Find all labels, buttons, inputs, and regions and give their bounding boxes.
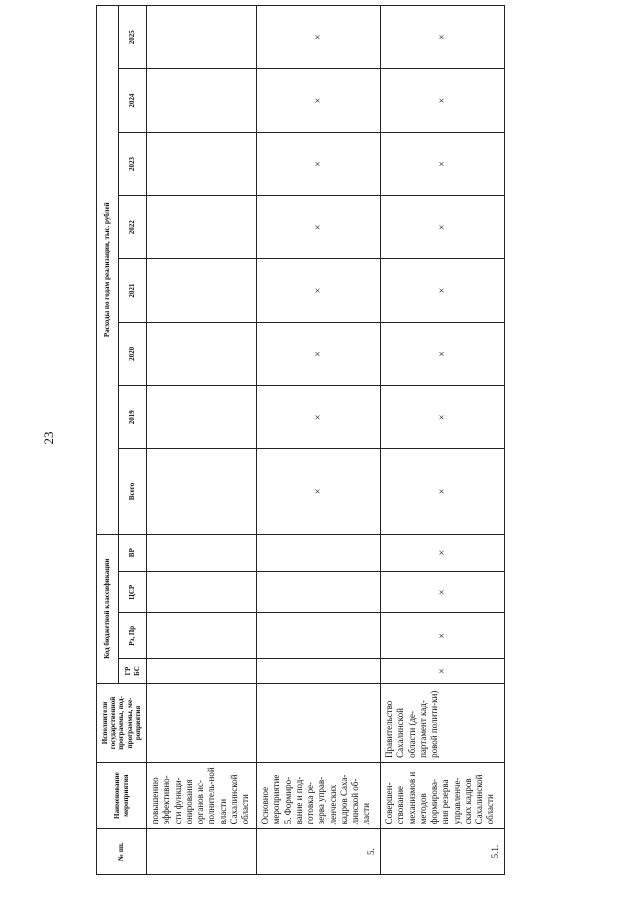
table-row xyxy=(147,6,257,875)
row-num: 5.1. xyxy=(381,829,505,875)
row-vr: × xyxy=(381,534,505,571)
row-csr xyxy=(257,571,381,613)
row-2022: × xyxy=(257,196,381,259)
header-year-2024: 2024 xyxy=(119,69,147,132)
budget-table xyxy=(96,5,505,875)
row-executor xyxy=(147,684,257,763)
header-year-2020: 2020 xyxy=(119,322,147,385)
row-num xyxy=(147,829,257,875)
row-name: повышению эффективно-сти функци-онирования органов ис-полнитель-ной власти Сахалинской области xyxy=(147,762,257,828)
rotated-table-container xyxy=(96,5,504,875)
row-grbs xyxy=(147,659,257,684)
row-2022: × xyxy=(381,196,505,259)
row-grbs xyxy=(257,659,381,684)
header-expenses: Расходы по годам реализации, тыс. рублей xyxy=(97,6,119,535)
row-csr: × xyxy=(381,571,505,613)
header-total: Всего xyxy=(119,449,147,534)
header-num: № пп. xyxy=(97,829,147,875)
row-2022 xyxy=(147,196,257,259)
page-number: 23 xyxy=(41,431,56,445)
row-2023: × xyxy=(257,132,381,195)
row-vr xyxy=(257,534,381,571)
header-year-2021: 2021 xyxy=(119,259,147,322)
header-csr: ЦСР xyxy=(119,571,147,613)
row-2021: × xyxy=(381,259,505,322)
row-2020: × xyxy=(381,322,505,385)
header-year-2023: 2023 xyxy=(119,132,147,195)
row-2021 xyxy=(147,259,257,322)
row-2023 xyxy=(147,132,257,195)
row-name: Совершен-ствование механизмов и методов формирова-ния резерва управленче-ских кадров Сахалинской области xyxy=(381,762,505,828)
header-year-2019: 2019 xyxy=(119,386,147,449)
row-total: × xyxy=(381,449,505,534)
row-rzpr xyxy=(147,613,257,659)
row-executor: Правительство Сахалинской области (де-партамент кад-ровой полити-ки) xyxy=(381,684,505,763)
row-vr xyxy=(147,534,257,571)
row-grbs: × xyxy=(381,659,505,684)
table-row xyxy=(381,6,505,875)
header-year-2022: 2022 xyxy=(119,196,147,259)
row-2025 xyxy=(147,6,257,69)
row-2019: × xyxy=(381,386,505,449)
row-total xyxy=(147,449,257,534)
row-name: Основное мероприятие 5. Формиро-вание и под-готовка ре-зерва управ-ленческих кадров Саха-линской об-ласти xyxy=(257,762,381,828)
header-year-2025: 2025 xyxy=(119,6,147,69)
row-rzpr: × xyxy=(381,613,505,659)
row-2023: × xyxy=(381,132,505,195)
row-2019: × xyxy=(257,386,381,449)
row-2021: × xyxy=(257,259,381,322)
header-executor: Исполнители государственной программы, под-программы, ме-роприятия xyxy=(97,684,147,763)
row-2025: × xyxy=(257,6,381,69)
row-executor xyxy=(257,684,381,763)
row-rzpr xyxy=(257,613,381,659)
row-2025: × xyxy=(381,6,505,69)
row-2024: × xyxy=(381,69,505,132)
header-name: Наименование мероприятия xyxy=(97,762,147,828)
row-2024 xyxy=(147,69,257,132)
row-2024: × xyxy=(257,69,381,132)
header-grbs: ГР БС xyxy=(119,659,147,684)
row-2019 xyxy=(147,386,257,449)
row-csr xyxy=(147,571,257,613)
header-budget-classification: Код бюджетной классификации xyxy=(97,534,119,683)
row-2020: × xyxy=(257,322,381,385)
row-num: 5. xyxy=(257,829,381,875)
header-rzpr: Рз, Пр xyxy=(119,613,147,659)
table-row xyxy=(257,6,381,875)
row-total: × xyxy=(257,449,381,534)
row-2020 xyxy=(147,322,257,385)
header-vr: ВР xyxy=(119,534,147,571)
